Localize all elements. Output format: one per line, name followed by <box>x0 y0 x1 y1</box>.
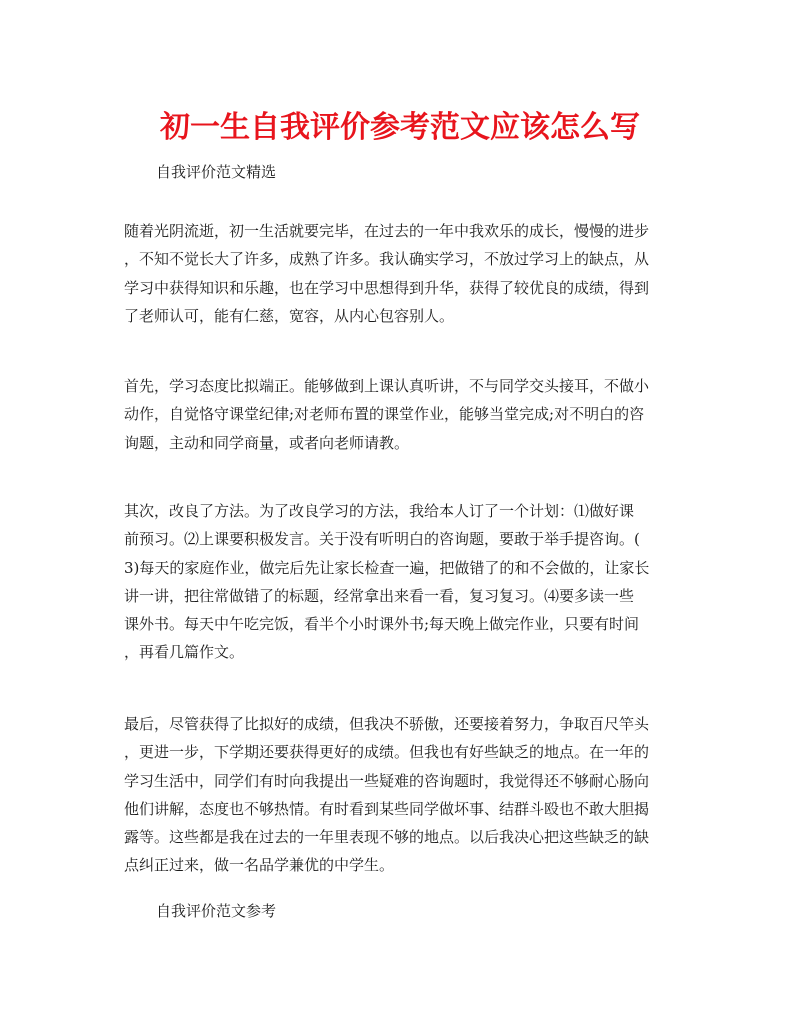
section-subheading: 自我评价范文参考 <box>156 902 277 920</box>
paragraph-line: 询题，主动和同学商量，或者向老师请教。 <box>124 433 410 452</box>
paragraph-line: 随着光阴流逝，初一生活就要完毕，在过去的一年中我欢乐的成长，慢慢的进步 <box>124 222 650 240</box>
paragraph-line: 他们讲解，态度也不够热情。有时看到某些同学做坏事、结群斗殴也不敢大胆揭 <box>124 799 650 818</box>
paragraph-line: 最后，尽管获得了比拟好的成绩，但我决不骄傲，还要接着努力，争取百尺竿头 <box>124 715 650 733</box>
paragraph-line: 课外书。每天中午吃完饭，看半个小时课外书;每天晚上做完作业，只要有时间 <box>124 615 640 634</box>
paragraph-line: 学习生活中，同学们有时向我提出一些疑难的咨询题时，我觉得还不够耐心肠向 <box>124 771 650 790</box>
paragraph-attitude <box>124 372 676 457</box>
section-subheading: 自我评价范文精选 <box>156 163 277 181</box>
paragraph-line: ，不知不觉长大了许多，成熟了许多。我认确实学习，不放过学习上的缺点，从 <box>124 250 650 269</box>
paragraph-line: 讲一讲，把往常做错了的标题，经常拿出来看一看，复习复习。⑷要多读一些 <box>124 586 635 605</box>
document-title: 初一生自我评价参考范文应该怎么写 <box>160 110 640 145</box>
paragraph-line: 前预习。⑵上课要积极发言。关于没有听明白的咨询题，要敢于举手提咨询。( <box>124 530 640 549</box>
paragraph-conclusion <box>124 710 676 880</box>
paragraph-line: 了老师认可，能有仁慈，宽容，从内心包容别人。 <box>124 306 455 325</box>
paragraph-line: 首先，学习态度比拟端正。能够做到上课认真听讲，不与同学交头接耳，不做小 <box>124 377 650 395</box>
paragraph-intro <box>124 217 676 330</box>
paragraph-line: 3)每天的家庭作业，做完后先让家长检查一遍，把做错了的和不会做的，让家长 <box>124 558 650 577</box>
paragraph-line: 其次，改良了方法。为了改良学习的方法，我给本人订了一个计划：⑴做好课 <box>124 502 635 520</box>
paragraph-line: 学习中获得知识和乐趣，也在学习中思想得到升华，获得了较优良的成绩，得到 <box>124 278 650 297</box>
paragraph-line: 露等。这些都是我在过去的一年里表现不够的地点。以后我决心把这些缺乏的缺 <box>124 828 650 847</box>
paragraph-methods <box>124 497 676 667</box>
paragraph-line: ，更进一步，下学期还要获得更好的成绩。但我也有好些缺乏的地点。在一年的 <box>124 743 650 762</box>
paragraph-line: 动作，自觉恪守课堂纪律;对老师布置的课堂作业，能够当堂完成;对不明白的咨 <box>124 405 645 424</box>
paragraph-line: ，再看几篇作文。 <box>124 643 245 662</box>
paragraph-line: 点纠正过来，做一名品学兼优的中学生。 <box>124 856 395 875</box>
